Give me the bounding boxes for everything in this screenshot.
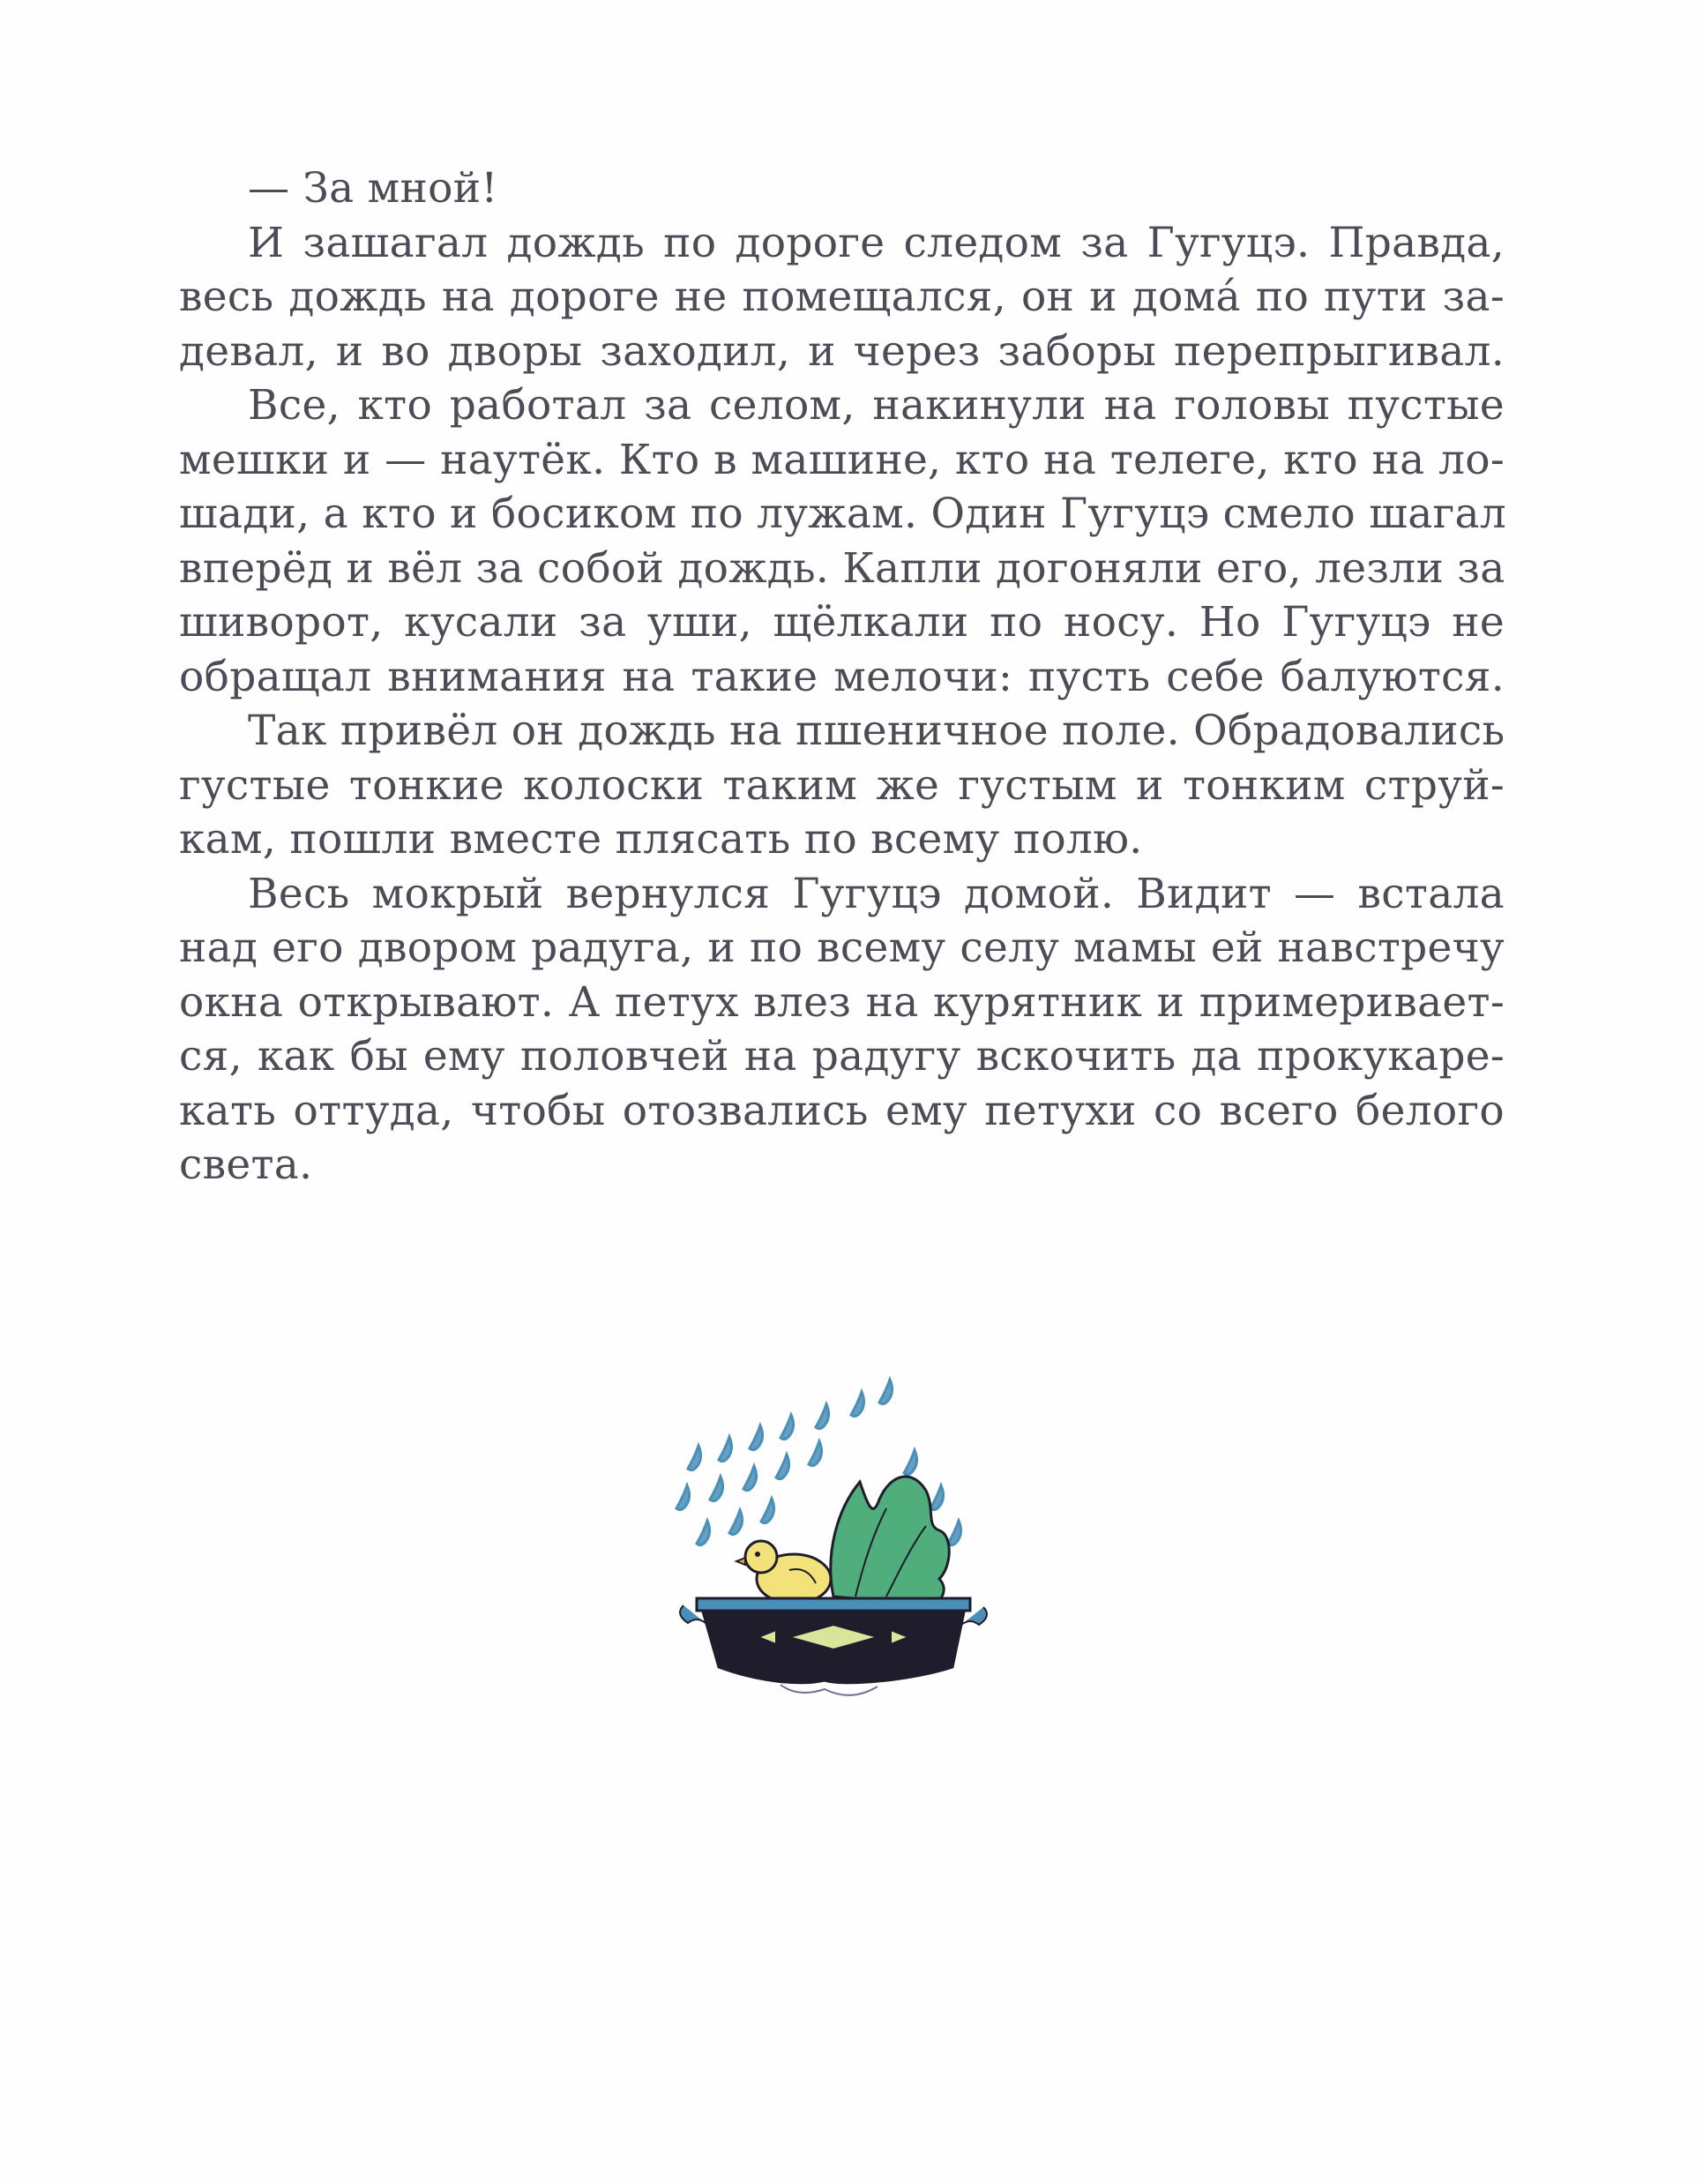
chick-beak-icon bbox=[736, 1558, 745, 1565]
text-line: Весь мокрый вернулся Гугуцэ домой. Видит — встала bbox=[248, 869, 1505, 918]
window-box-rim-icon bbox=[697, 1598, 970, 1611]
chick-eye-icon bbox=[755, 1552, 760, 1557]
raindrop-icon bbox=[781, 1415, 794, 1440]
raindrop-icon bbox=[851, 1392, 864, 1417]
raindrop-icon bbox=[697, 1521, 710, 1545]
text-line: густые тонкие колоски таким же густым и тонким струй- bbox=[179, 760, 1505, 810]
text-line: весь дождь на дороге не помещался, он и дома́ по пути за- bbox=[179, 273, 1505, 321]
plant bbox=[831, 1477, 949, 1605]
paragraph-1 bbox=[179, 161, 1505, 216]
raindrop-icon bbox=[816, 1404, 829, 1429]
raindrop-icon bbox=[809, 1441, 822, 1466]
text-line: шиворот, кусали за уши, щёлкали по носу. Но Гугуцэ не bbox=[179, 598, 1505, 647]
paragraph-2 bbox=[179, 216, 1505, 379]
raindrop-icon bbox=[904, 1450, 917, 1475]
text-line: И зашагал дождь по дороге следом за Гугуцэ. Правда, bbox=[248, 218, 1505, 267]
text-line: — За мной! bbox=[248, 164, 498, 213]
raindrop-icon bbox=[750, 1425, 763, 1450]
plant-leaves-icon bbox=[831, 1477, 949, 1605]
story-text bbox=[179, 161, 1505, 1193]
paragraph-4 bbox=[179, 704, 1505, 867]
chick-head-icon bbox=[745, 1541, 777, 1573]
paragraph-3 bbox=[179, 378, 1505, 704]
text-line: мешки и — наутёк. Кто в машине, кто на телеге, кто на ло- bbox=[179, 435, 1505, 484]
text-line: вперёд и вёл за собой дождь. Капли догоняли его, лезли за bbox=[179, 543, 1505, 593]
raindrop-icon bbox=[930, 1485, 944, 1510]
text-line: кать оттуда, чтобы отозвались ему петухи со всего белого bbox=[179, 1086, 1505, 1135]
raindrop-icon bbox=[676, 1485, 690, 1510]
raindrop-icon bbox=[719, 1437, 732, 1462]
raindrop-icon bbox=[729, 1510, 743, 1535]
text-line: шади, а кто и босиком по лужам. Один Гугуцэ смело шагал bbox=[179, 490, 1506, 538]
text-line: Так привёл он дождь на пшеничное поле. Обрадовались bbox=[248, 707, 1505, 755]
text-line: ся, как бы ему половчей на радугу вскочить да прокукаре- bbox=[179, 1032, 1505, 1081]
chick-in-rain-illustration bbox=[648, 1376, 1019, 1729]
text-line: света. bbox=[179, 1141, 313, 1189]
raindrop-icon bbox=[688, 1446, 701, 1470]
chick bbox=[736, 1541, 831, 1604]
text-line: Все, кто работал за селом, накинули на головы пустые bbox=[248, 381, 1505, 430]
text-line: кам, пошли вместе плясать по всему полю. bbox=[179, 815, 1143, 864]
text-line: девал, и во дворы заходил, и через заборы перепрыгивал. bbox=[179, 326, 1505, 376]
raindrop-icon bbox=[879, 1380, 893, 1404]
raindrop-icon bbox=[710, 1477, 723, 1501]
splash-icon bbox=[781, 1685, 878, 1695]
text-line: обращал внимания на такие мелочи: пусть себе балуются. bbox=[179, 652, 1505, 701]
raindrop-icon bbox=[743, 1466, 757, 1491]
raindrop-icon bbox=[948, 1521, 961, 1545]
text-line: над его двором радуга, и по всему селу мамы ей навстречу bbox=[179, 924, 1505, 972]
paragraph-5 bbox=[179, 867, 1505, 1193]
raindrop-icon bbox=[776, 1455, 789, 1479]
text-line: окна открывают. А петух влез на курятник и примеривает- bbox=[179, 977, 1505, 1027]
window-box bbox=[680, 1598, 987, 1695]
raindrop-icon bbox=[761, 1499, 774, 1523]
